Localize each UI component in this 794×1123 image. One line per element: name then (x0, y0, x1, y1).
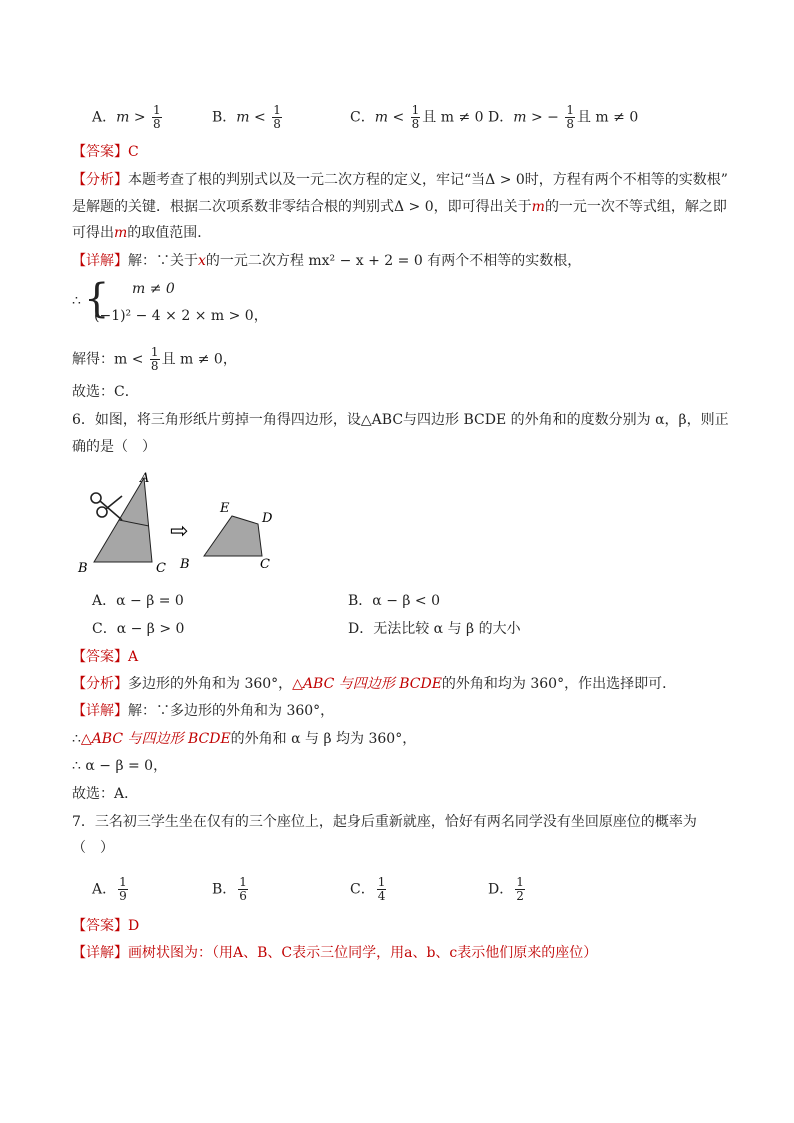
system-row-2: (−1)² − 4 × 2 × m > 0 (94, 308, 254, 324)
denominator: 8 (411, 117, 420, 131)
option-label: B． (212, 109, 237, 126)
label-c2: C (260, 557, 270, 572)
analysis-text: 可得出 (72, 225, 114, 241)
analysis-text: 的一元一次不等式组，解之即 (544, 199, 727, 215)
option-tail: 且 m ≠ 0 (422, 109, 484, 126)
q6-option-d: D．无法比较 α 与 β 的大小 (348, 621, 521, 637)
numerator: 1 (239, 875, 247, 889)
q6-option-b: B．α − β < 0 (348, 593, 441, 609)
answer-value: C (128, 144, 139, 160)
system-row-2-wrap (94, 305, 268, 325)
denominator: 8 (273, 117, 281, 131)
numerator: 1 (377, 875, 386, 889)
fraction (272, 104, 282, 131)
detail-text: 的一元二次方程 mx² − x + 2 = 0 有两个不相等的实数根， (205, 253, 582, 269)
detail-text: 解：∵关于 (128, 253, 198, 269)
detail-text: 画树状图为：（用A、B、C表示三位同学，用a、b、c表示他们原来的座位） (128, 945, 598, 961)
therefore-symbol: ∴ (72, 731, 81, 747)
quadrilateral-bcde (204, 516, 262, 556)
denominator: 8 (150, 359, 159, 373)
q5-analysis-line3 (72, 223, 211, 243)
q5-choose: 故选：C． (72, 384, 139, 400)
analysis-text: 的取值范围． (127, 225, 212, 241)
answer-tag: 【答案】 (72, 144, 128, 160)
option-expr: m > − (513, 109, 559, 126)
option-tail: 且 m ≠ 0 (576, 109, 639, 126)
option-expr: m < (374, 109, 405, 126)
q7-stem-line2: （ ） (72, 840, 114, 856)
inequality-system (72, 276, 272, 325)
q5-solve (72, 346, 237, 373)
denominator: 8 (566, 117, 574, 131)
q5-option-d (488, 104, 638, 131)
option-expr: m > (116, 109, 146, 126)
label-d: D (262, 511, 273, 526)
option-label: B． (212, 881, 237, 898)
analysis-text: 本题考查了根的判别式以及一元二次方程的定义，牢记“当Δ > 0时，方程有两个不相等的实数根” (128, 172, 728, 188)
numerator: 1 (273, 103, 281, 117)
q7-option-d (488, 876, 527, 903)
numerator: 1 (119, 875, 127, 889)
analysis-text: 多边形的外角和为 360°， (128, 676, 293, 692)
fraction (150, 346, 160, 373)
q6-option-c: C．α − β > 0 (92, 621, 185, 637)
triangle-abc (94, 478, 152, 562)
q6-choose: 故选：A． (72, 786, 139, 802)
fraction (565, 104, 575, 131)
analysis-highlight: △ABC 与四边形 BCDE (292, 676, 442, 692)
answer-value: A (128, 649, 139, 665)
q6-detail-line3: ∴ α − β = 0， (72, 758, 168, 774)
solve-tail: 且 m ≠ 0， (161, 351, 237, 368)
numerator: 1 (153, 103, 161, 117)
q6-stem-line2: 确的是（ ） (72, 439, 156, 455)
answer-tag: 【答案】 (72, 918, 128, 934)
brace-symbol: { (84, 276, 110, 322)
fraction (515, 876, 525, 903)
denominator: 9 (119, 889, 127, 903)
label-a: A (140, 471, 150, 486)
label-b2: B (180, 557, 190, 572)
fraction (411, 104, 421, 131)
q5-option-b (212, 104, 284, 131)
analysis-tag: 【分析】 (72, 172, 128, 188)
therefore-symbol: ∴ (72, 293, 81, 309)
answer-tag: 【答案】 (72, 649, 128, 665)
detail-tag: 【详解】 (72, 253, 128, 269)
q5-analysis-line1 (72, 170, 728, 190)
label-b: B (78, 561, 88, 576)
q7-stem-line1: 7．三名初三学生坐在仅有的三个座位上，起身后重新就座，恰好有两名同学没有坐回原座位的概率为 (72, 814, 697, 830)
analysis-text: 的外角和均为 360°，作出选择即可． (441, 676, 677, 692)
q6-analysis (72, 674, 676, 694)
variable: m (114, 225, 128, 241)
detail-text: 解：∵多边形的外角和为 360°， (128, 703, 335, 719)
solve-text: 解得：m < (72, 351, 144, 368)
fraction (377, 876, 387, 903)
detail-tag: 【详解】 (72, 703, 128, 719)
analysis-text: 是解题的关键．根据二次项系数非零结合根的判别式Δ > 0，即可得出关于 (72, 199, 532, 215)
detail-tag: 【详解】 (72, 945, 128, 961)
q7-answer (72, 916, 139, 936)
system-row-1: m ≠ 0 (132, 281, 175, 297)
numerator: 1 (411, 103, 420, 117)
q6-figure (72, 468, 302, 580)
option-label: D． (488, 881, 514, 898)
numerator: 1 (516, 875, 524, 889)
numerator: 1 (150, 345, 159, 359)
q6-answer (72, 647, 138, 667)
q7-option-b (212, 876, 250, 903)
option-label: A． (92, 109, 117, 126)
answer-value: D (128, 918, 140, 934)
q5-detail-line1 (72, 251, 581, 271)
option-label: C． (350, 881, 375, 898)
option-label: A． (92, 881, 117, 898)
q6-detail-line1 (72, 701, 334, 721)
q7-option-c (350, 876, 388, 903)
fraction (118, 876, 128, 903)
option-label: D． (488, 109, 514, 126)
q7-option-a (92, 876, 130, 903)
detail-highlight: △ABC 与四边形 BCDE (80, 731, 231, 747)
fraction (238, 876, 248, 903)
q6-option-a: A．α − β = 0 (92, 593, 184, 609)
label-c: C (156, 561, 166, 576)
option-label: C． (350, 109, 375, 126)
q6-detail-line2 (72, 729, 416, 749)
variable: x (198, 253, 206, 269)
label-e: E (220, 501, 230, 516)
q6-stem-line1: 6．如图，将三角形纸片剪掉一角得四边形，设△ABC与四边形 BCDE 的外角和的度数分别为 α，β，则正 (72, 412, 729, 428)
q5-option-a (92, 104, 164, 131)
numerator: 1 (566, 103, 574, 117)
arrow-icon: ⇨ (170, 519, 189, 544)
denominator: 2 (516, 889, 524, 903)
fraction (152, 104, 162, 131)
variable: m (531, 199, 545, 215)
denominator: 4 (377, 889, 386, 903)
comma: ， (253, 308, 268, 324)
q5-analysis-line2 (72, 197, 727, 217)
analysis-tag: 【分析】 (72, 676, 128, 692)
q5-answer (72, 142, 139, 162)
denominator: 6 (239, 889, 247, 903)
q5-option-c (350, 104, 484, 131)
denominator: 8 (153, 117, 161, 131)
scissors-icon (91, 493, 122, 520)
option-expr: m < (236, 109, 266, 126)
detail-text: 的外角和 α 与 β 均为 360°， (230, 731, 417, 747)
q7-detail (72, 943, 597, 963)
